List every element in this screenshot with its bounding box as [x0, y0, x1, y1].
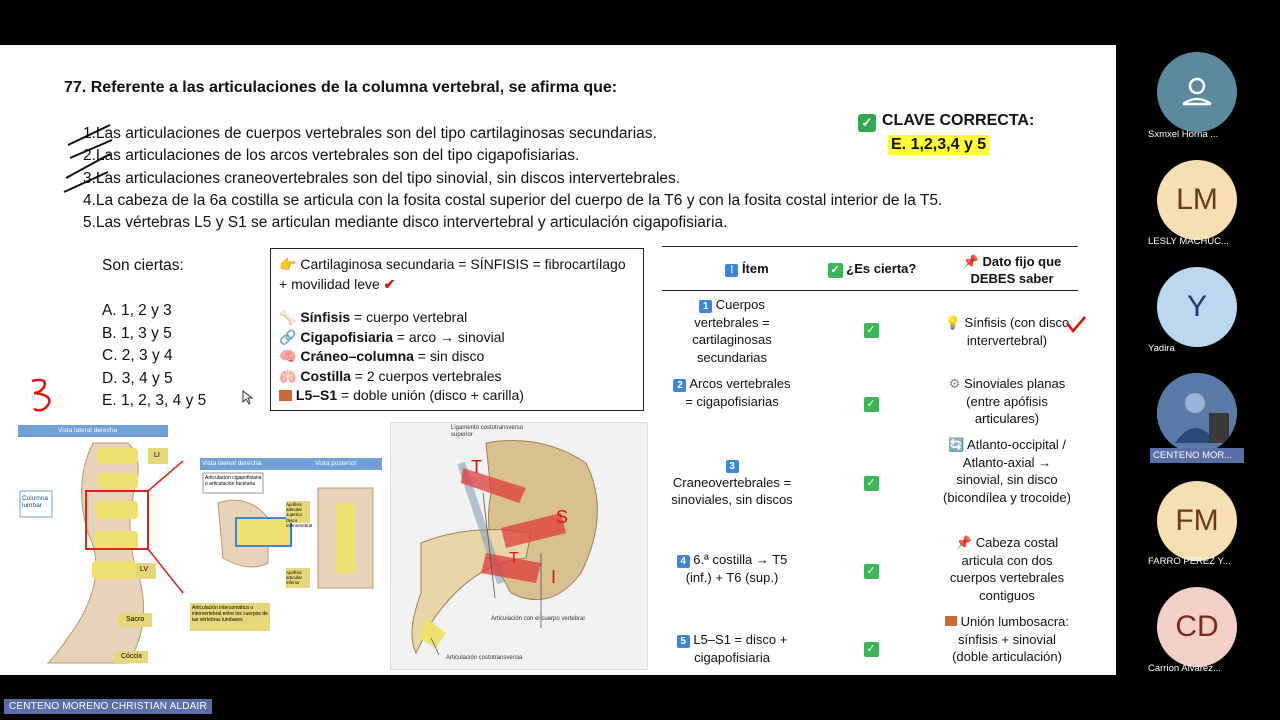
fig1-label-intersomatica: Articulación intersomática o intervertebral entre los cuerpos de las vértebras lumbares	[192, 605, 268, 623]
table-row	[667, 631, 797, 666]
mouse-cursor-icon	[242, 390, 254, 406]
row-item: Arcos vertebrales = cigapofisiarias	[685, 376, 791, 409]
check-icon: ✓	[864, 397, 879, 412]
participant-tile[interactable]	[1155, 52, 1239, 132]
fig1-label-coccix: Cóccix	[121, 653, 143, 660]
participant-name: Carrion Alvarez...	[1148, 663, 1221, 674]
table-row	[672, 375, 792, 410]
video-thumbnail-icon	[1157, 373, 1237, 453]
row-number: 2	[673, 379, 686, 392]
row-number: 1	[699, 300, 712, 313]
summary-item-bold: Costilla	[300, 367, 351, 384]
lungs-icon: 🫁	[279, 367, 297, 384]
option-d: D. 3, 4 y 5	[102, 370, 173, 387]
header-item: Ítem	[741, 261, 769, 276]
check-icon: ✓	[864, 323, 879, 338]
summary-item-rest: = doble unión (disco + carilla)	[337, 387, 524, 403]
svg-text:I: I	[551, 567, 557, 587]
svg-text:S: S	[556, 507, 569, 527]
summary-item-rest: = 2 cuerpos vertebrales	[350, 367, 502, 384]
brick-icon	[279, 390, 292, 401]
fig1-label-artcig: Articulación cigapofisiaria o articulación facetaria	[205, 475, 262, 487]
svg-text:T: T	[471, 457, 482, 477]
clave-correcta	[858, 112, 1034, 132]
numbers-icon: ⁞	[725, 264, 738, 277]
option-c: C. 2, 3 y 4	[102, 347, 173, 364]
son-ciertas-label: Son ciertas:	[102, 257, 184, 274]
presenter-name-badge: CENTENO MORENO CHRISTIAN ALDAIR	[4, 699, 212, 714]
summary-table	[662, 246, 1078, 675]
table-header	[662, 246, 1078, 291]
row-item: Cuerpos vertebrales = cartilaginosas secundarias	[692, 297, 772, 365]
row-ok	[861, 639, 881, 657]
row-dato	[942, 375, 1072, 428]
statement-4: 4.La cabeza de la 6a costilla se articula con la fosita costal superior del cuerpo de la T6 y con la fosita costal interior de la T5.	[83, 192, 943, 209]
user-icon	[1175, 70, 1219, 114]
refresh-icon: 🔄	[947, 437, 965, 452]
check-icon: ✓	[864, 642, 879, 657]
summary-item-bold: Cigapofisiaria	[300, 328, 393, 345]
fig1-label-sacro: Sacro	[126, 616, 145, 623]
check-icon: ✓	[828, 263, 843, 278]
statement-3: 3.Las articulaciones craneovertebrales son del tipo sinovial, sin discos intervertebrales.	[83, 170, 681, 187]
summary-line-2: + movilidad leve	[279, 275, 380, 292]
row-ok	[861, 320, 881, 338]
fig1-title-left: Vista lateral derecha	[58, 427, 118, 434]
svg-text:T: T	[509, 550, 519, 567]
row-number: 4	[677, 555, 690, 568]
brick-icon	[945, 616, 957, 626]
statement-1: 1.Las articulaciones de cuerpos vertebrales son del tipo cartilaginosas secundarias.	[83, 125, 657, 142]
fig1-label-li: LI	[154, 452, 160, 459]
fig1-title-right: Vista posterior	[315, 460, 357, 467]
statement-5: 5.Las vértebras L5 y S1 se articulan mediante disco intervertebral y articulación cigapofisiaria.	[83, 214, 728, 231]
participant-tile[interactable]	[1155, 481, 1239, 561]
fig2-label-art-cv: Articulación con el cuerpo vertebral	[491, 616, 585, 622]
option-e: E. 1, 2, 3, 4 y 5	[102, 392, 207, 409]
summary-box	[270, 248, 644, 411]
header-cierta: ¿Es cierta?	[846, 261, 917, 276]
brain-icon: 🧠	[279, 348, 297, 364]
row-item: L5–S1 = disco + cigapofisiaria	[693, 632, 788, 665]
clave-label: CLAVE CORRECTA:	[882, 112, 1035, 129]
row-item: Craneovertebrales = sinoviales, sin discos	[671, 474, 793, 507]
slide	[0, 45, 1116, 675]
gear-icon: ⚙	[948, 376, 961, 391]
participant-tile[interactable]	[1155, 373, 1239, 453]
row-ok	[861, 394, 881, 412]
fig1-title-mid: Vista lateral derecha	[202, 460, 262, 467]
participant-name: Yadira	[1148, 343, 1175, 354]
summary-item-rest: = cuerpo vertebral	[350, 309, 468, 325]
table-row	[667, 551, 797, 586]
header-dato: Dato fijo que DEBES saber	[970, 254, 1062, 286]
check-icon: ✓	[864, 564, 879, 579]
avatar: Y	[1157, 267, 1237, 347]
avatar: LM	[1157, 160, 1237, 240]
red-check-icon: ✔	[383, 275, 396, 292]
row-dato-text: Unión lumbosacra: sínfisis + sinovial (doble articulación)	[952, 614, 1069, 664]
table-row	[672, 296, 792, 366]
avatar: CD	[1157, 587, 1237, 667]
fig1-label-lv: LV	[140, 566, 149, 573]
row-dato-text: Sínfisis (con disco intervertebral)	[964, 315, 1070, 348]
participant-name: LESLY MACHUC...	[1148, 236, 1229, 247]
pointing-hand-icon: 👉	[279, 256, 297, 272]
bone-icon: 🦴	[279, 309, 297, 325]
row-ok	[861, 473, 881, 491]
table-row	[662, 456, 802, 509]
option-b: B. 1, 3 y 5	[102, 325, 172, 342]
row-item: 6.ª costilla → T5 (inf.) + T6 (sup.)	[685, 552, 788, 585]
option-a: A. 1, 2 y 3	[102, 302, 172, 319]
row-dato	[942, 613, 1072, 666]
clave-answer: E. 1,2,3,4 y 5	[888, 135, 989, 155]
fig2-label-ligamento: Ligamento costotransverso superior	[451, 425, 524, 438]
participant-name: FARRO PEREZ Y...	[1148, 556, 1231, 567]
avatar	[1157, 52, 1237, 132]
participant-name: Sxmxel Horna ...	[1148, 129, 1219, 140]
handwritten-strikes	[60, 120, 120, 200]
row-dato-text: Cabeza costal articula con dos cuerpos vertebrales contiguos	[949, 535, 1065, 603]
lumbar-spine-figure	[18, 423, 383, 668]
lightbulb-icon: 💡	[944, 315, 961, 330]
participant-tile[interactable]	[1155, 587, 1239, 667]
check-icon: ✓	[864, 476, 879, 491]
handwritten-three	[26, 375, 66, 415]
row-dato-text: Sinoviales planas (entre apófisis articulares)	[964, 376, 1066, 426]
participant-tile[interactable]	[1155, 160, 1239, 240]
avatar	[1157, 373, 1237, 453]
fig1-label-disco: Disco intervertebral	[286, 518, 313, 528]
row-dato-text: Atlanto-occipital / Atlanto-axial → sinovial, sin disco (bicondílea y trocoide)	[943, 437, 1071, 505]
row-dato	[942, 436, 1072, 506]
row-dato	[942, 534, 1072, 604]
participant-tile[interactable]	[1155, 267, 1239, 347]
pin-icon: 📌	[962, 254, 979, 269]
question-title: 77. Referente a las articulaciones de la columna vertebral, se afirma que:	[64, 79, 618, 96]
participant-name-active: CENTENO MOR...	[1150, 448, 1244, 463]
fig2-label-art-ct: Articulación costotransversia	[446, 655, 523, 661]
row-number: 3	[726, 460, 739, 473]
row-ok	[861, 561, 881, 579]
row-number: 5	[677, 635, 690, 648]
red-check-icon	[1065, 315, 1087, 335]
summary-item-bold: Cráneo–columna	[300, 348, 414, 364]
summary-item-bold: Sínfisis	[300, 309, 351, 325]
summary-item-rest: = arco → sinovial	[392, 328, 505, 345]
avatar: FM	[1157, 481, 1237, 561]
row-dato	[942, 314, 1072, 349]
summary-item-rest: = sin disco	[413, 348, 485, 364]
costovertebral-figure	[390, 422, 648, 670]
summary-item-bold: L5–S1	[295, 387, 338, 403]
fig1-label-apof-inf: Apófisis articular inferior	[286, 570, 303, 585]
check-icon: ✓	[858, 114, 876, 132]
pin-icon: 📌	[955, 535, 973, 550]
fig1-label-columna: Columna lumbar	[22, 495, 49, 509]
link-icon: 🔗	[279, 328, 297, 345]
summary-line-1: Cartilaginosa secundaria = SÍNFISIS = fibrocartílago	[300, 256, 626, 272]
statement-2: 2.Las articulaciones de los arcos vertebrales son del tipo cigapofisiarias.	[83, 147, 580, 164]
fig1-label-apof-sup: Apófisis articular superior	[286, 502, 303, 517]
